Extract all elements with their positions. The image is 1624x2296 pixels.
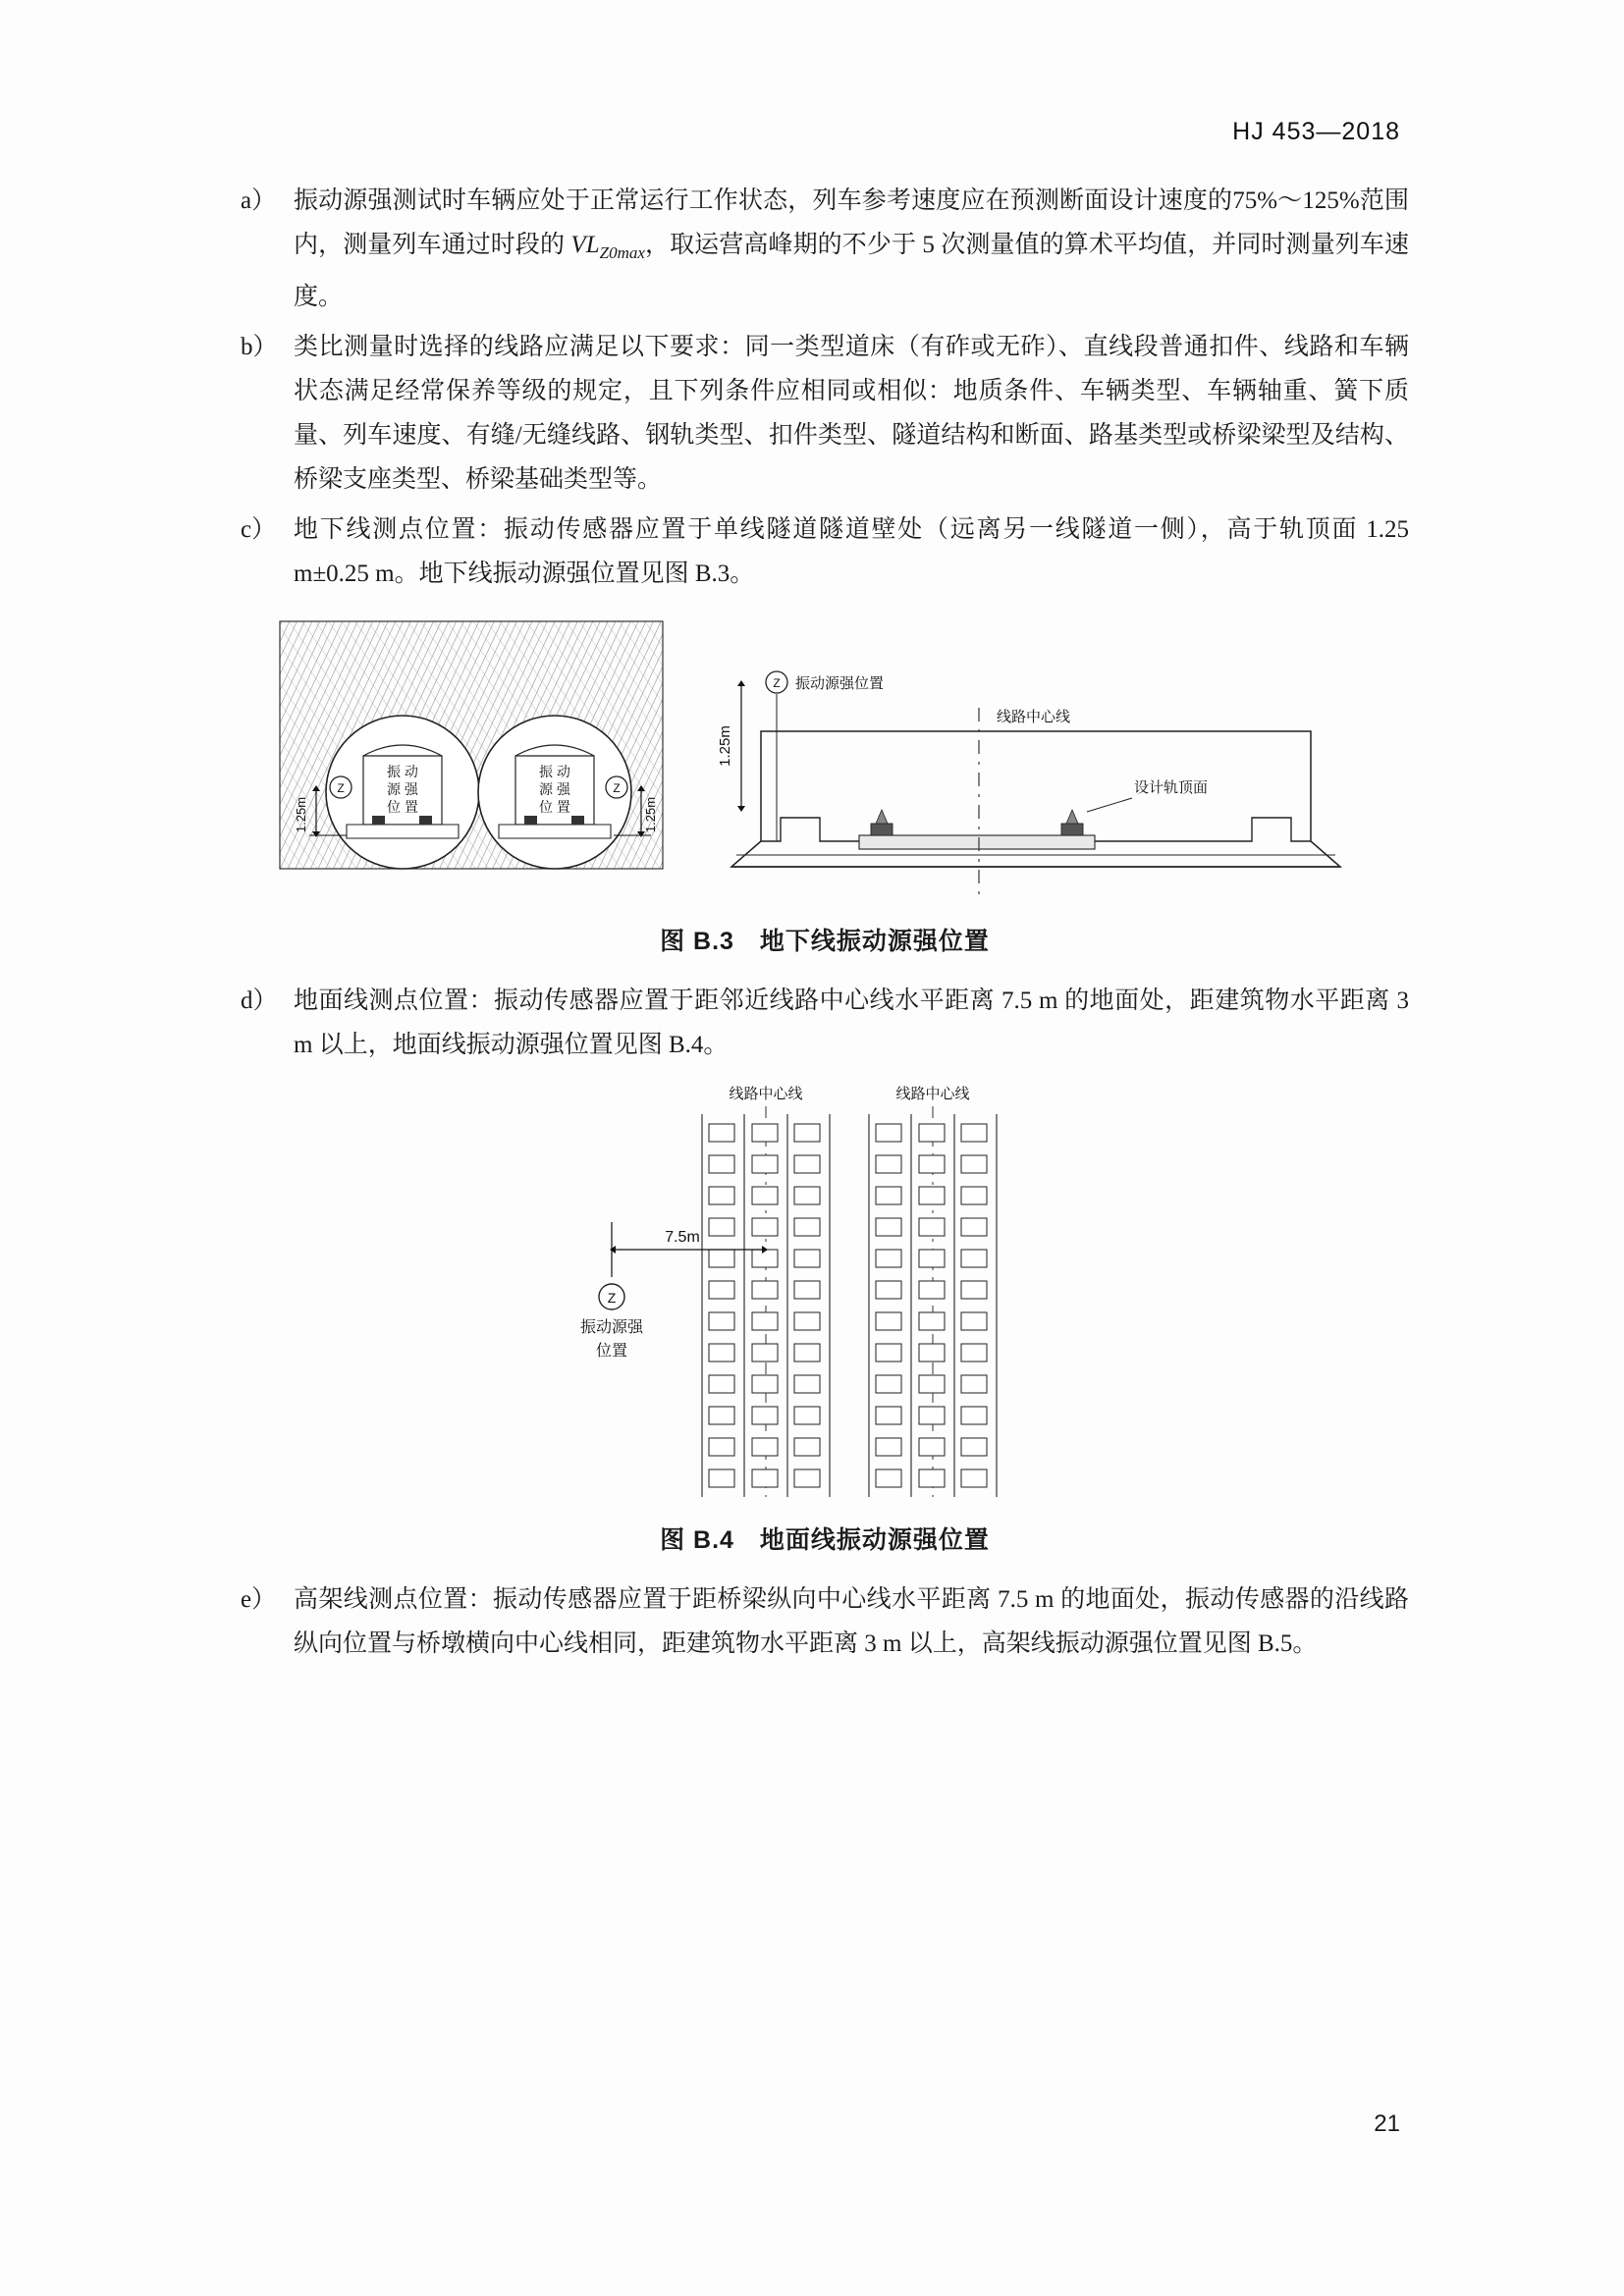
paragraph-b <box>241 325 1409 502</box>
figure-b4-centerline-right: 线路中心线 <box>895 1086 970 1102</box>
figure-b3 <box>241 614 1409 957</box>
figure-b3-height-right: 1.25m <box>643 796 658 833</box>
paragraph-c <box>241 507 1409 596</box>
page-header: HJ 453—2018 <box>1232 118 1400 145</box>
figure-b4-z-marker: Z <box>607 1290 617 1306</box>
figure-b4-distance-label: 7.5m <box>665 1229 700 1246</box>
figure-b3-label-right-2: 源 强 <box>539 781 570 797</box>
document-content <box>241 179 1409 1672</box>
figure-b3-height-detail: 1.25m <box>717 725 733 767</box>
paragraph-b-text: 类比测量时选择的线路应满足以下要求：同一类型道床（有砟或无砟）、直线段普通扣件、线路和车辆状态满足经常保养等级的规定，且下列条件应相同或相似：地质条件、车辆类型、车辆轴重、簧下质量、列车速度、有缝/无缝线路、钢轨类型、扣件类型、隧道结构和断面、路基类型或桥梁梁型及结构、桥梁支座类型、桥梁基础类型等。 <box>294 334 1409 493</box>
paragraph-a <box>241 179 1409 319</box>
figure-b3-underground-section <box>280 621 663 869</box>
figure-b3-height-left: 1.25m <box>294 796 308 833</box>
paragraph-e <box>241 1577 1409 1666</box>
figure-b3-z-marker-right: Z <box>613 781 621 795</box>
figure-b3-sensor-label: 振动源强位置 <box>795 675 885 692</box>
figure-b3-label-left-2: 源 强 <box>387 781 418 797</box>
figure-b3-tunnel-detail <box>717 671 1340 898</box>
figure-b3-design-rail-top: 设计轨顶面 <box>1134 779 1209 796</box>
figure-b4-centerline-left: 线路中心线 <box>729 1086 803 1102</box>
page-number: 21 <box>1374 2110 1400 2137</box>
paragraph-a-text-post: ，取运营高峰期的不少于 5 次测量值的算术平均值，并同时测量列车速度。 <box>294 232 1409 310</box>
paragraph-a-text-pre: 振动源强测试时车辆应处于正常运行工作状态，列车参考速度应在预测断面设计速度的75%～125%范围内，测量列车通过时段的 <box>294 187 1409 258</box>
paragraph-d-marker: d） <box>241 988 278 1014</box>
figure-b3-z-marker-detail: Z <box>773 676 781 690</box>
figure-b4-sensor-label-1: 振动源强 <box>579 1319 644 1336</box>
figure-b3-label-right-3: 位 置 <box>539 799 570 815</box>
figure-b4-sensor-label-2: 位置 <box>595 1343 628 1360</box>
paragraph-a-formula-sub: Z0max <box>599 243 645 262</box>
figure-b3-label-right-1: 振 动 <box>539 764 570 779</box>
figure-b3-caption-text: 地下线振动源强位置 <box>759 928 990 955</box>
figure-b3-caption-number: 图 B.3 <box>660 928 734 955</box>
figure-b4-caption <box>241 1521 1409 1556</box>
figure-b3-label-left-1: 振 动 <box>387 764 418 779</box>
paragraph-b-marker: b） <box>241 334 278 360</box>
paragraph-d <box>241 979 1409 1067</box>
paragraph-a-formula-main: VL <box>570 232 600 258</box>
figure-b4 <box>241 1085 1409 1556</box>
figure-b3-graphic <box>270 614 1380 908</box>
paragraph-c-marker: c） <box>241 516 277 543</box>
figure-b3-z-marker-left: Z <box>337 781 345 795</box>
paragraph-d-text: 地面线测点位置：振动传感器应置于距邻近线路中心线水平距离 7.5 m 的地面处，距建筑物水平距离 3 m 以上，地面线振动源强位置见图 B.4。 <box>294 988 1409 1058</box>
paragraph-e-marker: e） <box>241 1586 277 1613</box>
figure-b3-caption <box>241 922 1409 957</box>
paragraph-c-text: 地下线测点位置：振动传感器应置于单线隧道隧道壁处（远离另一线隧道一侧），高于轨顶面 1.25 m±0.25 m。地下线振动源强位置见图 B.3。 <box>294 516 1409 587</box>
paragraph-a-marker: a） <box>241 187 277 214</box>
paragraph-e-text: 高架线测点位置：振动传感器应置于距桥梁纵向中心线水平距离 7.5 m 的地面处，振动传感器的沿线路纵向位置与桥墩横向中心线相同，距建筑物水平距离 3 m 以上，高架线振动源强位置见图 B.5。 <box>294 1586 1409 1657</box>
figure-b3-track-centerline: 线路中心线 <box>997 709 1071 725</box>
paragraph-a-text <box>294 179 1409 319</box>
figure-b4-plan-view <box>580 1086 997 1497</box>
figure-b4-caption-number: 图 B.4 <box>660 1526 734 1554</box>
figure-b4-graphic <box>270 1085 1380 1507</box>
figure-b3-label-left-3: 位 置 <box>387 799 418 815</box>
figure-b4-caption-text: 地面线振动源强位置 <box>759 1526 990 1554</box>
